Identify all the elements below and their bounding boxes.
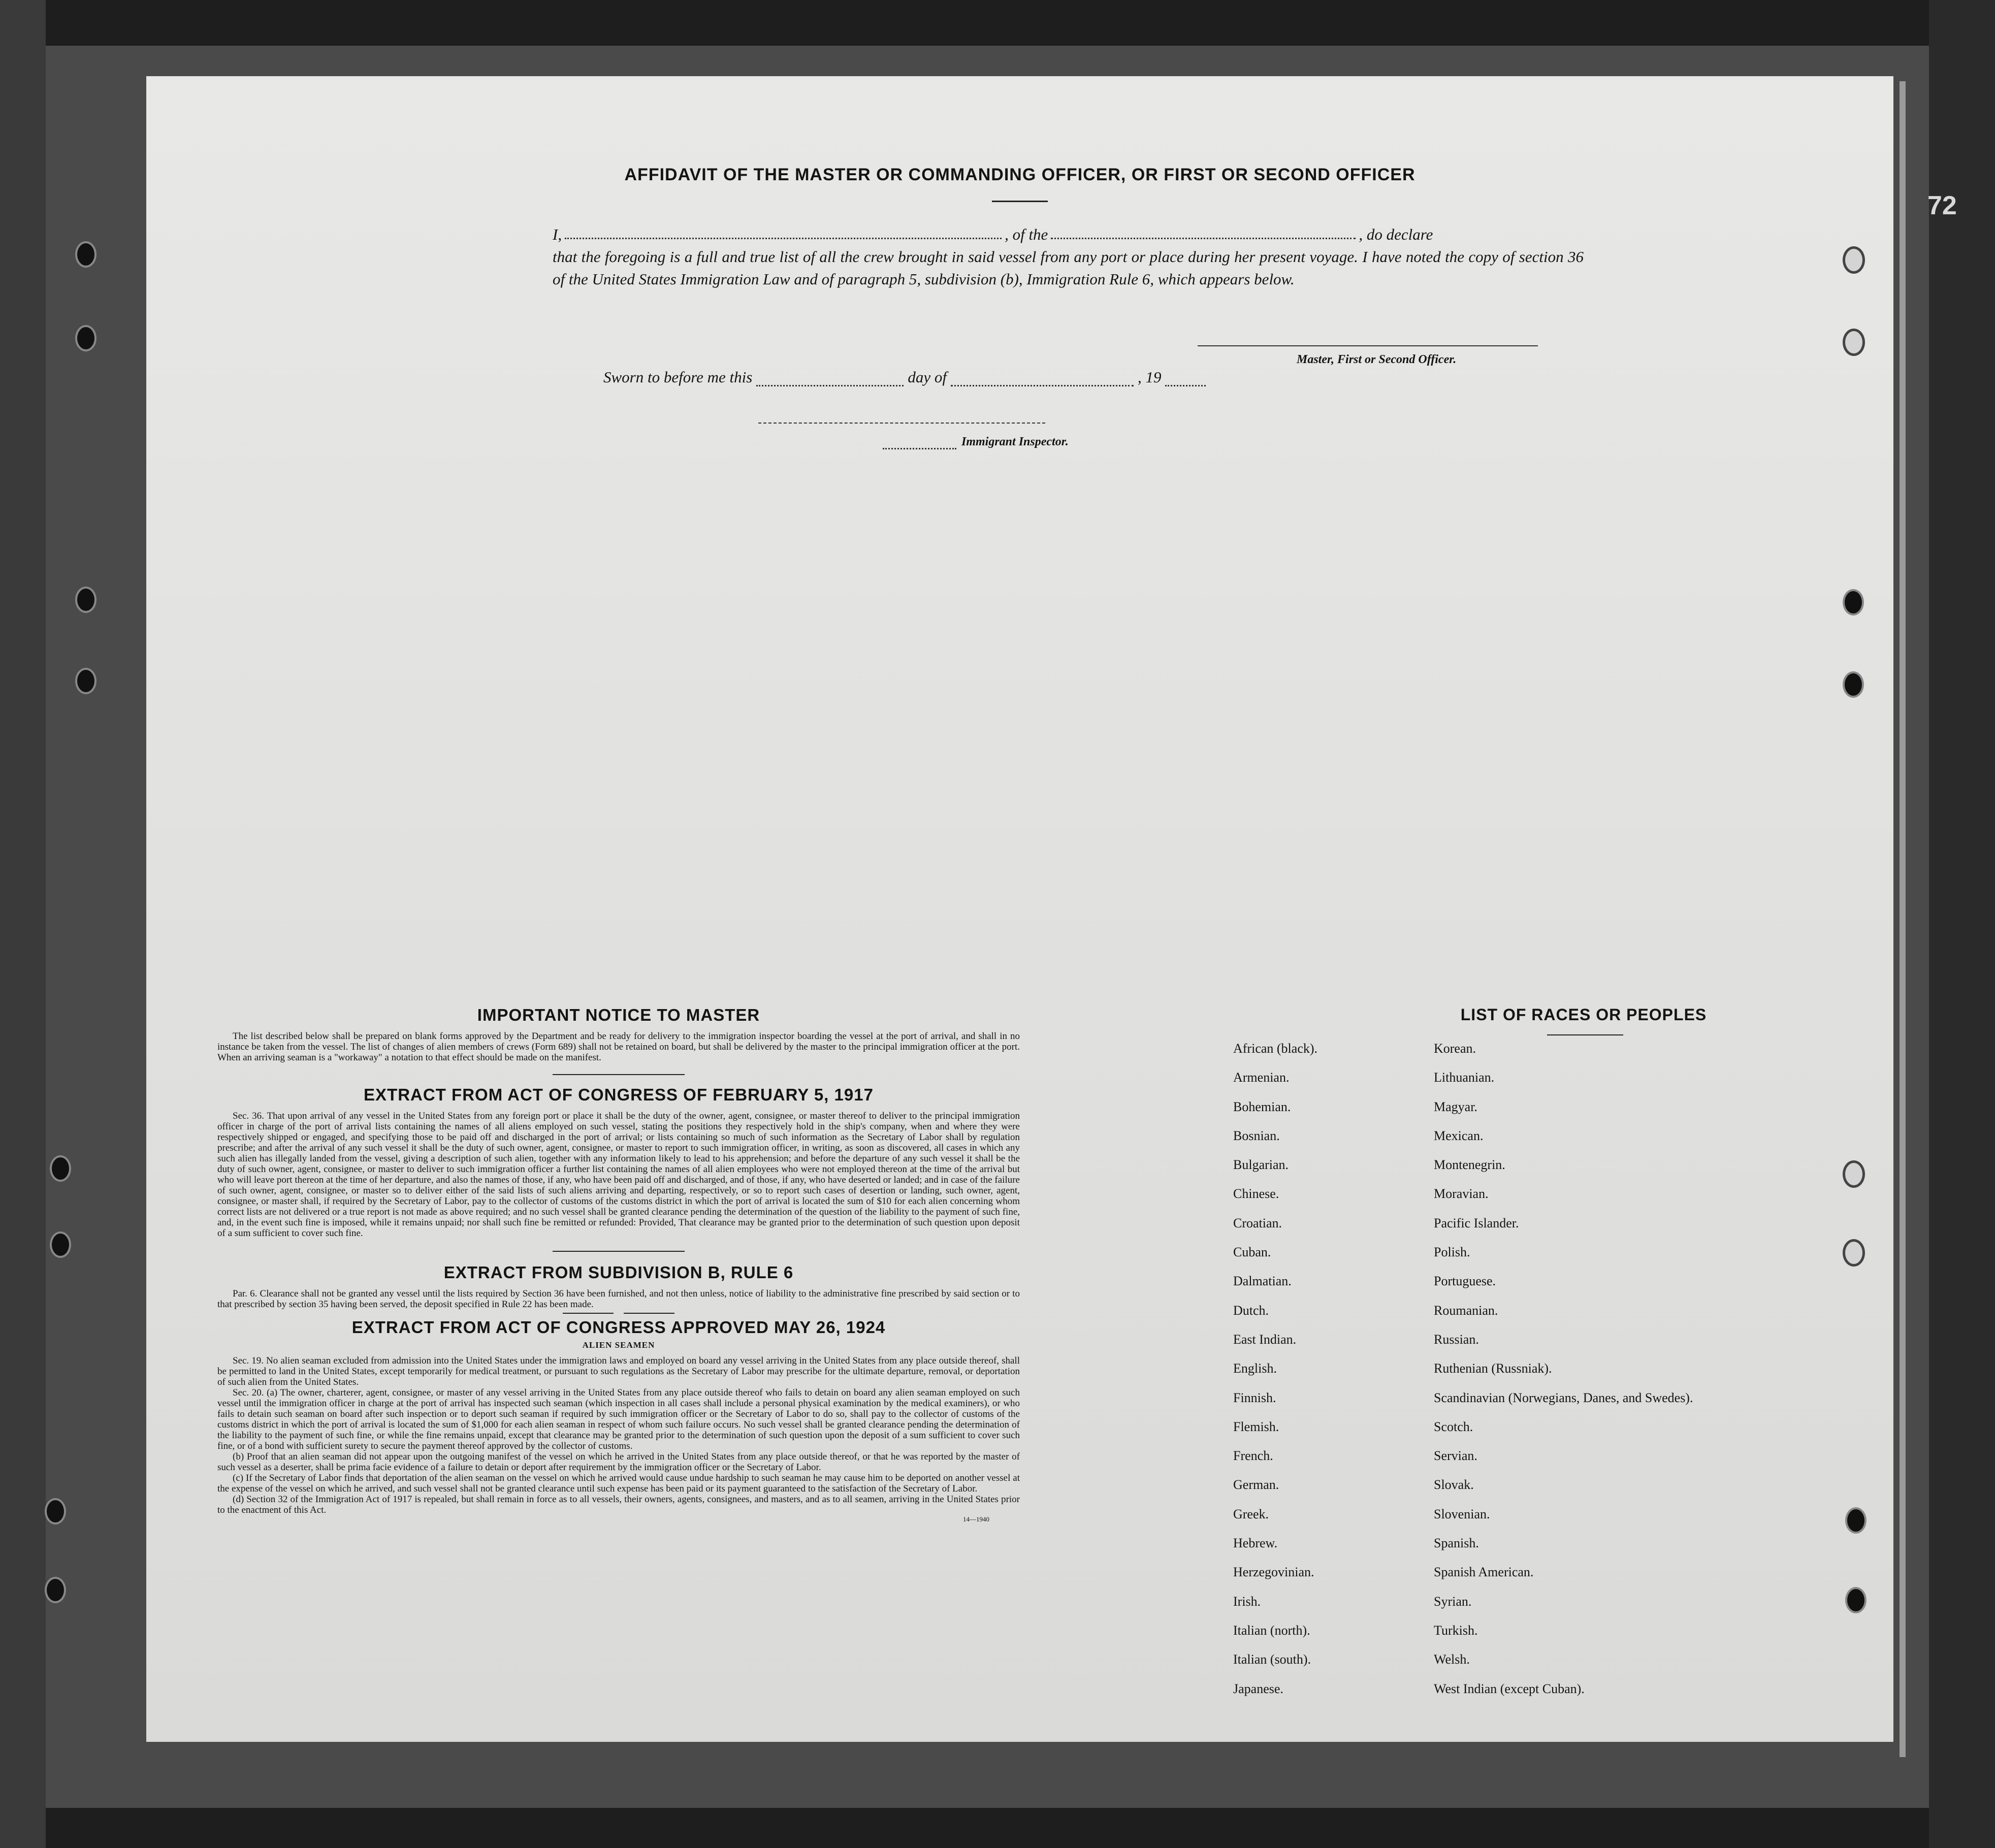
race-entry: Slovenian. bbox=[1434, 1506, 1490, 1521]
race-entry: Hebrew. bbox=[1233, 1536, 1278, 1551]
race-entry: West Indian (except Cuban). bbox=[1434, 1681, 1585, 1696]
extract-1924-para: Sec. 20. (a) The owner, charterer, agent, consignee, or master of any vessel arriving in the United States from any place outside thereof who fails to detain on board any alien seaman employed on such vessel until the immigration officer in charge at the port of arrival has inspected such seaman (which inspection in all cases shall include a personal physical examination by the medical examiners), or who fails to detain such seaman on board after such inspection or to deport such seaman if required by such immigration officer or the Secretary of Labor to do so, shall pay to the collector of customs of the customs district in which the port of arrival is located the sum of $1,000 for each alien seaman in respect of whom such failure occurs. No such vessel shall be granted clearance pending the determination of the liability to the payment of such fine, or while the fine remains unpaid, except that clearance may be granted prior to the determination of such question upon the deposit of a sum sufficient to cover such fine, or of a bond with sufficient surety to secure the payment thereof approved by the collector of customs. bbox=[217, 1387, 1020, 1451]
race-entry: Bulgarian. bbox=[1233, 1157, 1289, 1173]
race-entry: Mexican. bbox=[1434, 1128, 1484, 1143]
declarant-name-field[interactable] bbox=[565, 223, 1002, 239]
race-entry: Croatian. bbox=[1233, 1215, 1282, 1230]
affidavit-title: AFFIDAVIT OF THE MASTER OR COMMANDING OFFICER, OR FIRST OR SECOND OFFICER bbox=[624, 165, 1415, 184]
declarant-prefix: I, bbox=[553, 225, 562, 243]
extract-1924-para: (b) Proof that an alien seaman did not appear upon the outgoing manifest of the vessel on which he arrived in the United States from any place outside thereof, or that he was reported by the master of such vessel as a deserter, shall be prima facie evidence of a failure to detain or deport after requirement by the immigration officer or the Secretary of Labor. bbox=[217, 1451, 1020, 1473]
notice-text: The list described below shall be prepared on blank forms approved by the Department and be ready for delivery to the immigration inspector boarding the vessel at the port of arrival, and shall in no instance be taken from the vessel. The list of changes of alien members of crews (Form 689) shall not be retained on board, but shall be delivered by the master to the principal immigration officer at the port. When an arriving seaman is a "workaway" a notation to that effect should be made on the manifest. bbox=[217, 1031, 1020, 1063]
race-entry: Cuban. bbox=[1233, 1245, 1271, 1260]
race-entry: Herzegovinian. bbox=[1233, 1565, 1314, 1580]
punch-hole-icon bbox=[50, 1231, 71, 1258]
double-divider bbox=[217, 1313, 1020, 1314]
race-entry: Magyar. bbox=[1434, 1099, 1477, 1114]
punch-hole-icon bbox=[1843, 1239, 1865, 1267]
alien-seamen-subtitle: ALIEN SEAMEN bbox=[582, 1340, 655, 1350]
race-entry: Finnish. bbox=[1233, 1390, 1276, 1405]
punch-hole-icon bbox=[50, 1155, 71, 1182]
race-entry: Syrian. bbox=[1434, 1594, 1472, 1609]
extract-1917-title: EXTRACT FROM ACT OF CONGRESS OF FEBRUARY 5, 1917 bbox=[364, 1085, 874, 1104]
race-entry: African (black). bbox=[1233, 1041, 1318, 1056]
race-entry: Roumanian. bbox=[1434, 1303, 1498, 1318]
race-entry: Servian. bbox=[1434, 1448, 1477, 1464]
inspector-label: Immigrant Inspector. bbox=[961, 435, 1069, 448]
document-page bbox=[146, 76, 1893, 1742]
vessel-name-field[interactable] bbox=[1051, 223, 1356, 239]
punch-hole-icon bbox=[1843, 329, 1865, 356]
inspector-signature-line[interactable] bbox=[758, 423, 1045, 424]
race-entry: German. bbox=[1233, 1477, 1279, 1493]
races-column-1 bbox=[1233, 1041, 1317, 1710]
master-signature-line[interactable] bbox=[1198, 345, 1538, 346]
scan-background-left bbox=[0, 0, 46, 1848]
race-entry: Portuguese. bbox=[1434, 1274, 1496, 1289]
race-entry: Italian (north). bbox=[1233, 1623, 1310, 1638]
races-title: LIST OF RACES OR PEOPLES bbox=[1460, 1006, 1707, 1024]
punch-hole-icon bbox=[75, 668, 96, 694]
punch-hole-icon bbox=[75, 241, 96, 268]
extract-1917-text: Sec. 36. That upon arrival of any vessel in the United States from any foreign port or place it shall be the duty of the owner, agent, consignee, or master thereof to deliver to the principal immigration officer in charge of the port of arrival lists containing the names of all aliens employed on such vessel, stating the positions they respectively hold in the ship's company, when and where they were respectively shipped or engaged, and specifying those to be paid off and discharged in the port of arrival; or lists containing so much of such information as the Secretary of Labor shall by regulation prescribe; and after the arrival of any such vessel it shall be the duty of such owner, agent, consignee, or master to report to such immigration officer, in writing, as soon as discovered, all cases in which any such alien has illegally landed from the vessel, giving a description of such alien, together with any information likely to lead to his apprehension; and before the departure of any such vessel it shall be the duty of such owner, agent, consignee, or master to deliver to such immigration officer a further list containing the names of all alien employees who were not employed thereon at the time of the arrival but who will leave port thereon at the time of her departure, and also the names of those, if any, who have been paid off and discharged, and of those, if any, who have deserted or landed; and in case of the failure of such owner, agent, consignee, or master so to deliver either of the said lists of such aliens arriving and departing, respectively, or so to report such cases of desertion or landing, such owner, agent, consignee, or master shall, if required by the Secretary of Labor, pay to the collector of customs of the customs district in which the port of arrival is located the sum of $10 for each alien concerning whom correct lists are not delivered or a true report is not made as above required; and no such vessel shall be granted clearance pending the determination of the question of the liability to the payment of such fine, and, in the event such fine is imposed, while it remains unpaid; nor shall such fine be remitted or refunded: Provided, That clearance may be granted prior to the determination of such question upon deposit of a sum sufficient to cover such fine. bbox=[217, 1111, 1020, 1239]
extract-1924-para: (d) Section 32 of the Immigration Act of 1917 is repealed, but shall remain in force as to all vessels, their owners, agents, consignees, and masters, and as to all seamen, arriving in the United States prior to the enactment of this Act. bbox=[217, 1494, 1020, 1515]
sworn-date-field[interactable] bbox=[756, 372, 904, 386]
race-entry: Korean. bbox=[1434, 1041, 1476, 1056]
punch-hole-icon bbox=[1843, 589, 1864, 615]
race-entry: Spanish American. bbox=[1434, 1565, 1534, 1580]
extract-rule6-text: Par. 6. Clearance shall not be granted any vessel until the lists required by Section 36 have been furnished, and not then unless, notice of liability to the administrative fine prescribed by said section or to that prescribed by section 35 having been served, the deposit specified in Rule 22 has been made. bbox=[217, 1288, 1020, 1310]
punch-hole-icon bbox=[45, 1577, 66, 1603]
race-entry: French. bbox=[1233, 1448, 1273, 1464]
title-rule bbox=[992, 201, 1048, 202]
race-entry: Polish. bbox=[1434, 1245, 1470, 1260]
race-entry: Scotch. bbox=[1434, 1419, 1473, 1434]
race-entry: Dalmatian. bbox=[1233, 1274, 1292, 1289]
extract-1924-title: EXTRACT FROM ACT OF CONGRESS APPROVED MAY 26, 1924 bbox=[351, 1318, 886, 1337]
races-title-rule bbox=[1547, 1034, 1623, 1035]
race-entry: Scandinavian (Norwegians, Danes, and Swedes). bbox=[1434, 1390, 1693, 1405]
race-entry: Bosnian. bbox=[1233, 1128, 1280, 1143]
punch-hole-icon bbox=[1843, 1160, 1865, 1188]
race-entry: Spanish. bbox=[1434, 1536, 1479, 1551]
punch-hole-icon bbox=[1845, 1587, 1867, 1613]
sworn-year-label: , 19 bbox=[1137, 368, 1162, 386]
race-entry: Chinese. bbox=[1233, 1186, 1279, 1202]
punch-hole-icon bbox=[45, 1498, 66, 1525]
affidavit-body: that the foregoing is a full and true list of all the crew brought in said vessel from any port or place during her present voyage. I have noted the copy of section 36 of the United States Immigration Law and of paragraph 5, subdivision (b), Immigration Rule 6, which appears below. bbox=[553, 248, 1584, 288]
race-entry: Italian (south). bbox=[1233, 1652, 1311, 1667]
race-entry: Russian. bbox=[1434, 1332, 1479, 1347]
page-number: 72 bbox=[1927, 191, 1957, 220]
race-entry: Pacific Islander. bbox=[1434, 1215, 1519, 1230]
master-signature-label: Master, First or Second Officer. bbox=[1297, 353, 1457, 366]
race-entry: Welsh. bbox=[1434, 1652, 1470, 1667]
inspector-dots bbox=[883, 448, 956, 449]
sworn-prefix: Sworn to before me this bbox=[603, 368, 753, 386]
punch-hole-icon bbox=[1843, 246, 1865, 274]
race-entry: East Indian. bbox=[1233, 1332, 1297, 1347]
affidavit-statement bbox=[553, 223, 1584, 290]
race-entry: Irish. bbox=[1233, 1594, 1261, 1609]
binder-edge bbox=[1900, 81, 1906, 1757]
extract-rule6-title: EXTRACT FROM SUBDIVISION B, RULE 6 bbox=[443, 1263, 794, 1282]
races-column-2 bbox=[1434, 1041, 1693, 1710]
race-entry: Lithuanian. bbox=[1434, 1070, 1495, 1085]
sworn-day-label: day of bbox=[908, 368, 947, 386]
race-entry: Slovak. bbox=[1434, 1477, 1474, 1493]
race-entry: Flemish. bbox=[1233, 1419, 1279, 1434]
sworn-line bbox=[603, 368, 1210, 386]
affidavit-declaration-line bbox=[553, 223, 1584, 246]
section-divider bbox=[553, 1251, 685, 1252]
of-the-label: , of the bbox=[1005, 225, 1048, 243]
race-entry: Turkish. bbox=[1434, 1623, 1478, 1638]
punch-hole-icon bbox=[75, 587, 96, 613]
notice-title: IMPORTANT NOTICE TO MASTER bbox=[477, 1006, 760, 1024]
race-entry: Japanese. bbox=[1233, 1681, 1283, 1696]
scan-background-right bbox=[1929, 0, 1995, 1848]
form-code: 14—1940 bbox=[963, 1515, 989, 1523]
race-entry: English. bbox=[1233, 1361, 1277, 1376]
race-entry: Moravian. bbox=[1434, 1186, 1489, 1202]
punch-hole-icon bbox=[1845, 1507, 1867, 1534]
race-entry: Bohemian. bbox=[1233, 1099, 1291, 1114]
declare-label: , do declare bbox=[1359, 225, 1433, 243]
race-entry: Dutch. bbox=[1233, 1303, 1269, 1318]
race-entry: Montenegrin. bbox=[1434, 1157, 1505, 1173]
punch-hole-icon bbox=[75, 325, 96, 351]
notice-section bbox=[217, 1006, 1020, 1523]
extract-1924-para: Sec. 19. No alien seaman excluded from admission into the United States under the immigration laws and employed on board any vessel arriving in the United States from any place outside thereof, shall be permitted to land in the United States, except temporarily for medical treatment, or pursuant to such regulations as the Secretary of Labor may prescribe for the ultimate departure, removal, or deportation of such alien from the United States. bbox=[217, 1355, 1020, 1387]
sworn-month-field[interactable] bbox=[951, 372, 1134, 386]
punch-hole-icon bbox=[1843, 671, 1864, 698]
extract-1924-para: (c) If the Secretary of Labor finds that deportation of the alien seaman on the vessel on which he arrived would cause undue hardship to such seaman he may cause him to be deported on another vessel at the expense of the vessel on which he arrived, and such vessel shall not be granted clearance until such expense has been paid or its payment guaranteed to the satisfaction of the Secretary of Labor. bbox=[217, 1473, 1020, 1494]
race-entry: Armenian. bbox=[1233, 1070, 1290, 1085]
race-entry: Greek. bbox=[1233, 1506, 1269, 1521]
sworn-year-field[interactable] bbox=[1165, 372, 1206, 386]
section-divider bbox=[553, 1074, 685, 1075]
race-entry: Ruthenian (Russniak). bbox=[1434, 1361, 1552, 1376]
